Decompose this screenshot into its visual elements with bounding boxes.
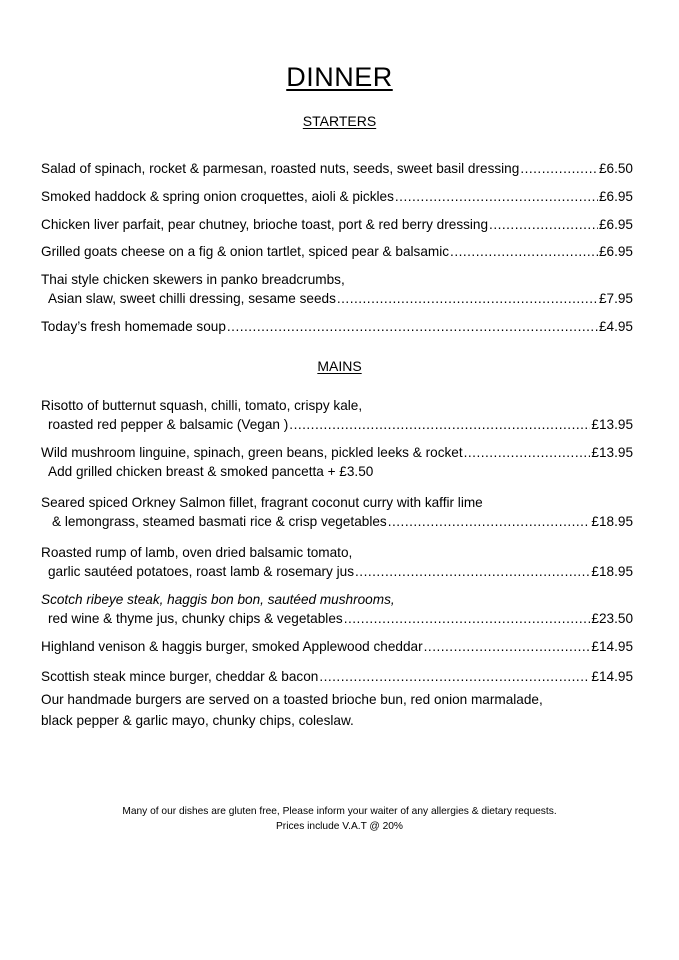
burger-note-line1: Our handmade burgers are served on a toasted brioche bun, red onion marmalade, xyxy=(41,692,543,707)
item-addon: Add grilled chicken breast & smoked pancetta + £3.50 xyxy=(48,464,374,479)
menu-item xyxy=(41,444,633,462)
menu-item xyxy=(48,290,633,308)
item-description: Smoked haddock & spring onion croquettes, aioli & pickles xyxy=(41,189,394,204)
dot-leader xyxy=(424,638,591,656)
item-description: garlic sautéed potatoes, roast lamb & rosemary jus xyxy=(48,564,355,579)
dot-leader xyxy=(319,668,590,686)
item-description: Scottish steak mince burger, cheddar & bacon xyxy=(41,669,319,684)
item-description: Asian slaw, sweet chilli dressing, sesame seeds xyxy=(48,291,336,306)
item-description: Wild mushroom linguine, spinach, green beans, pickled leeks & rocket xyxy=(41,445,463,460)
item-description-line1: Seared spiced Orkney Salmon fillet, fragrant coconut curry with kaffir lime xyxy=(41,495,483,510)
menu-item xyxy=(41,160,633,178)
dot-leader xyxy=(388,513,591,531)
item-description: & lemongrass, steamed basmati rice & crisp vegetables xyxy=(52,514,387,529)
item-price: £23.50 xyxy=(591,611,633,626)
dot-leader xyxy=(355,563,590,581)
dot-leader xyxy=(450,243,598,261)
item-description: roasted red pepper & balsamic (Vegan ) xyxy=(48,417,289,432)
item-description: Highland venison & haggis burger, smoked Applewood cheddar xyxy=(41,639,423,654)
item-price: £13.95 xyxy=(591,445,633,460)
menu-item xyxy=(41,243,633,261)
allergy-notice: Many of our dishes are gluten free, Please inform your waiter of any allergies & dietary requests. xyxy=(122,806,557,817)
item-description: Chicken liver parfait, pear chutney, brioche toast, port & red berry dressing xyxy=(41,217,489,232)
menu-item xyxy=(41,188,633,206)
menu-item xyxy=(41,318,633,336)
page-title: DINNER xyxy=(286,62,393,92)
item-price: £6.50 xyxy=(598,161,633,176)
dot-leader xyxy=(337,290,598,308)
item-description-line1: Roasted rump of lamb, oven dried balsamic tomato, xyxy=(41,545,353,560)
dot-leader xyxy=(227,318,598,336)
mains-heading: MAINS xyxy=(317,358,362,374)
dot-leader xyxy=(520,160,598,178)
item-description: Today’s fresh homemade soup xyxy=(41,319,226,334)
dot-leader xyxy=(464,444,591,462)
dot-leader xyxy=(344,610,591,628)
item-price: £4.95 xyxy=(598,319,633,334)
item-price: £18.95 xyxy=(591,564,633,579)
menu-item xyxy=(41,668,633,686)
item-description: red wine & thyme jus, chunky chips & vegetables xyxy=(48,611,343,626)
item-description: Salad of spinach, rocket & parmesan, roasted nuts, seeds, sweet basil dressing xyxy=(41,161,520,176)
item-price: £7.95 xyxy=(598,291,633,306)
menu-item xyxy=(48,563,633,581)
item-description-line1: Risotto of butternut squash, chilli, tomato, crispy kale, xyxy=(41,398,363,413)
menu-item xyxy=(48,610,633,628)
menu-item xyxy=(41,216,633,234)
vat-notice: Prices include V.A.T @ 20% xyxy=(276,821,403,832)
menu-item xyxy=(48,416,633,434)
menu-item xyxy=(52,513,633,531)
burger-note-line2: black pepper & garlic mayo, chunky chips, coleslaw. xyxy=(41,713,354,728)
dot-leader xyxy=(289,416,590,434)
item-price: £14.95 xyxy=(591,669,633,684)
item-description-line1: Scotch ribeye steak, haggis bon bon, sautéed mushrooms, xyxy=(41,592,395,607)
menu-item xyxy=(41,638,633,656)
item-price: £14.95 xyxy=(591,639,633,654)
item-description: Grilled goats cheese on a fig & onion tartlet, spiced pear & balsamic xyxy=(41,244,450,259)
item-price: £6.95 xyxy=(598,244,633,259)
dot-leader xyxy=(489,216,598,234)
dot-leader xyxy=(395,188,598,206)
item-price: £13.95 xyxy=(591,417,633,432)
item-price: £6.95 xyxy=(598,189,633,204)
item-price: £18.95 xyxy=(591,514,633,529)
item-price: £6.95 xyxy=(598,217,633,232)
item-description-line1: Thai style chicken skewers in panko breadcrumbs, xyxy=(41,272,345,287)
starters-heading: STARTERS xyxy=(302,113,377,129)
